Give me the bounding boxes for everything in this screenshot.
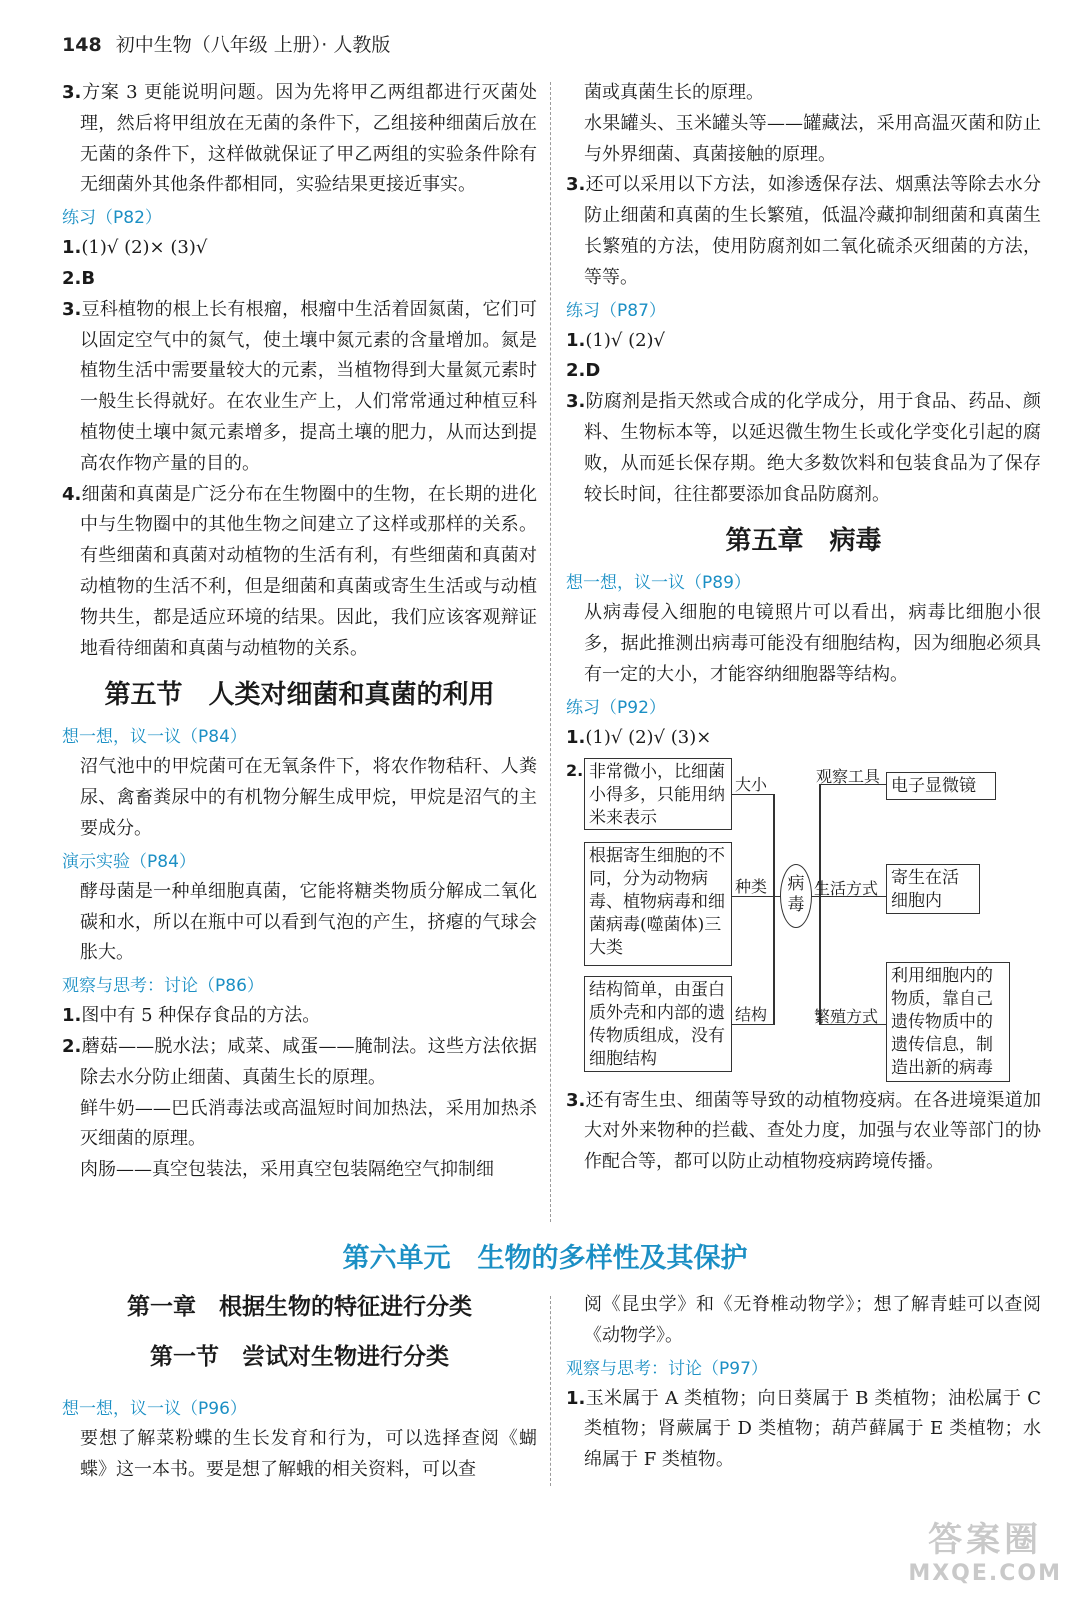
- unit-title: 第六单元 生物的多样性及其保护: [342, 1243, 748, 1274]
- section-label: 练习（P92）: [566, 697, 666, 718]
- answer-item: 1.图中有 5 种保存食品的方法。: [62, 1005, 321, 1027]
- type-label: 种类: [735, 876, 768, 896]
- section-label: 观察与思考：讨论（P97）: [566, 1358, 768, 1379]
- connector-line: [732, 1024, 774, 1026]
- tool-label: 观察工具: [816, 766, 881, 786]
- section-label: 想一想，议一议（P84）: [62, 727, 247, 748]
- answer-item: 3.豆科植物的根上长有根瘤，根瘤中生活着固氮菌，它们可以固定空气中的氮气，使土壤中氮元素的含量增加。氮是植物生活中需要量较大的元素，当植物得到大量氮元素时一般生长得就好。在农业生产上，人们常常通过种植豆科植物使土壤中氮元素增多，提高土壤的肥力，从而达到提高农作物产量的目的。: [62, 298, 537, 474]
- lifestyle-box: 寄生在活细胞内: [886, 864, 980, 914]
- answer-item: 2.蘑菇——脱水法；咸菜、咸蛋——腌制法。这些方法依据除去水分防止细菌、真菌生长的原理。: [62, 1035, 537, 1088]
- section-title: 第五节 人类对细菌和真菌的利用: [104, 680, 495, 711]
- answer-item: 1.(1)√ (2)× (3)√: [62, 237, 208, 259]
- paragraph: 阅《昆虫学》和《无脊椎动物学》；想了解青蛙可以查阅《动物学》。: [584, 1294, 1041, 1346]
- paragraph: 肉肠——真空包装法，采用真空包装隔绝空气抑制细: [80, 1159, 494, 1181]
- page-number: 148: [62, 34, 102, 56]
- bottom-right-column: [566, 1290, 1041, 1476]
- paragraph: 鲜牛奶——巴氏消毒法或高温短时间加热法，采用加热杀灭细菌的原理。: [80, 1097, 537, 1150]
- size-box: 非常微小，比细菌小得多，只能用纳米来表示: [584, 758, 732, 830]
- answer-item: 1.(1)√ (2)√ (3)×: [566, 726, 712, 748]
- paragraph: 菌或真菌生长的原理。: [584, 82, 764, 103]
- section-title: 第一节 尝试对生物进行分类: [150, 1344, 449, 1370]
- lifestyle-label: 生活方式: [814, 878, 879, 898]
- watermark-logo: 答案圈: [928, 1520, 1043, 1560]
- answer-item: 3.方案 3 更能说明问题。因为先将甲乙两组都进行灭菌处理，然后将甲组放在无菌的条件下，乙组接种细菌后放在无菌的条件下，这样做就保证了甲乙两组的实验条件除有无细菌外其他条件都相同，实验结果更接近事实。: [62, 82, 537, 196]
- paragraph: 水果罐头、玉米罐头等——罐藏法，采用高温灭菌和防止与外界细菌、真菌接触的原理。: [584, 112, 1041, 165]
- connector-line: [773, 794, 775, 1025]
- virus-concept-diagram: [566, 756, 1041, 1086]
- chapter-title: 第一章 根据生物的特征进行分类: [127, 1294, 472, 1320]
- section-label: 练习（P87）: [566, 300, 666, 321]
- paragraph: 酵母菌是一种单细胞真菌，它能将糖类物质分解成二氧化碳和水，所以在瓶中可以看到气泡的产生，挤瘪的气球会胀大。: [80, 880, 537, 964]
- tool-box: 电子显微镜: [886, 772, 996, 800]
- column-divider-top: [550, 82, 551, 1222]
- answer-item: 1.玉米属于 A 类植物；向日葵属于 B 类植物；油松属于 C 类植物；肾蕨属于 D 类植物；葫芦藓属于 E 类植物；水绵属于 F 类植物。: [566, 1387, 1041, 1471]
- watermark: [908, 1512, 1062, 1586]
- bottom-left-column: [62, 1392, 537, 1486]
- section-label: 想一想，议一议（P96）: [62, 1399, 247, 1419]
- reproduction-box: 利用细胞内的物质，靠自己遗传物质中的遗传信息，制造出新的病毒: [886, 962, 1010, 1082]
- right-column: [566, 78, 1041, 1178]
- left-column: [62, 78, 537, 1186]
- paragraph: 沼气池中的甲烷菌可在无氧条件下，将农作物秸秆、人粪尿、禽畜粪尿中的有机物分解生成甲烷，甲烷是沼气的主要成分。: [80, 756, 537, 839]
- book-title: 初中生物（八年级 上册）· 人教版: [115, 34, 391, 56]
- structure-box: 结构简单，由蛋白质外壳和内部的遗传物质组成，没有细胞结构: [584, 976, 732, 1072]
- watermark-url: MXQE.COM: [908, 1561, 1062, 1586]
- section-label: 演示实验（P84）: [62, 851, 196, 872]
- structure-label: 结构: [735, 1004, 768, 1024]
- paragraph: 要想了解菜粉蝶的生长发育和行为，可以选择查阅《蝴蝶》这一本书。要是想了解蛾的相关资料，可以查: [80, 1428, 537, 1480]
- answer-item: 3.还有寄生虫、细菌等导致的动植物疫病。在各进境渠道加大对外来物种的拦截、查处力度，加强与农业等部门的协作配合等，都可以防止动植物疫病跨境传播。: [566, 1089, 1041, 1173]
- answer-item: 3.还可以采用以下方法，如渗透保存法、烟熏法等除去水分防止细菌和真菌的生长繁殖，低温冷藏抑制细菌和真菌生长繁殖的方法，使用防腐剂如二氧化硫杀灭细菌的方法，等等。: [566, 174, 1041, 288]
- type-box: 根据寄生细胞的不同，分为动物病毒、植物病毒和细菌病毒(噬菌体)三大类: [584, 842, 732, 966]
- page-header: [62, 30, 390, 57]
- paragraph: 从病毒侵入细胞的电镜照片可以看出，病毒比细胞小很多，据此推测出病毒可能没有细胞结构，因为细胞必须具有一定的大小，才能容纳细胞器等结构。: [584, 602, 1041, 685]
- chapter-title: 第五章 病毒: [725, 526, 882, 557]
- virus-center-node: 病毒: [780, 864, 812, 928]
- connector-line: [732, 794, 774, 796]
- size-label: 大小: [735, 774, 768, 794]
- section-label: 想一想，议一议（P89）: [566, 573, 751, 594]
- answer-item: 1.(1)√ (2)√: [566, 329, 666, 351]
- answer-item: 4.细菌和真菌是广泛分布在生物圈中的生物，在长期的进化中与生物圈中的其他生物之间建立了这样或那样的关系。有些细菌和真菌对动植物的生活有利，有些细菌和真菌对动植物的生活不利，但是细菌和真菌或寄生生活或与动植物共生，都是适应环境的结果。因此，我们应该客观辩证地看待细菌和真菌与动植物的关系。: [62, 483, 537, 659]
- answer-item: 3.防腐剂是指天然或合成的化学成分，用于食品、药品、颜料、生物标本等，以延迟微生物生长或化学变化引起的腐败，从而延长保存期。绝大多数饮料和包装食品为了保存较长时间，往往都要添加食品防腐剂。: [566, 391, 1041, 505]
- section-label: 观察与思考：讨论（P86）: [62, 976, 264, 997]
- reproduction-label: 繁殖方式: [814, 1006, 879, 1026]
- answer-item: 2.B: [62, 267, 96, 289]
- answer-item: 2.D: [566, 360, 601, 382]
- column-divider-bottom: [550, 1296, 551, 1486]
- section-label: 练习（P82）: [62, 208, 162, 229]
- connector-line: [732, 896, 774, 898]
- item-number: 2.: [566, 760, 584, 780]
